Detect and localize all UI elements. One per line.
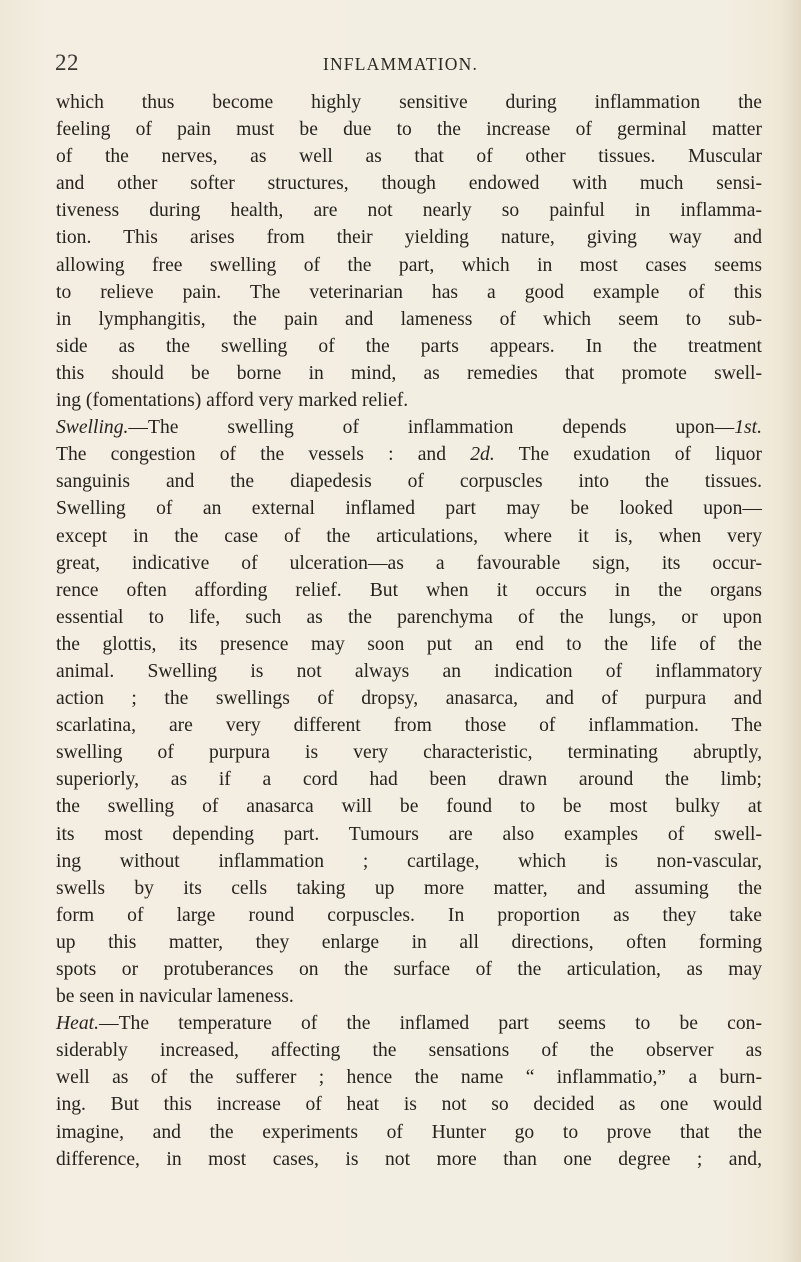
text-line: action ; the swellings of dropsy, anasarca, and of purpura and (56, 688, 762, 710)
text-line: tiveness during health, are not nearly so painful in inflamma- (56, 200, 762, 222)
page-edge-shadow (779, 0, 801, 1262)
text-line: its most depending part. Tumours are also examples of swell- (56, 823, 762, 845)
swelling-paragraph-start (56, 414, 762, 441)
text-line: swelling of purpura is very characteristic, terminating abruptly, (56, 742, 762, 764)
heat-heading: Heat. (56, 1013, 99, 1035)
swelling-heading: Swelling. (56, 417, 129, 439)
text-line: the glottis, its presence may soon put an end to the life of the (56, 633, 762, 655)
text-line: ing (fomentations) afford very marked relief. (56, 390, 409, 412)
text-line: this should be borne in mind, as remedies that promote swell- (56, 362, 762, 384)
text-fragment: —The temperature of the inflamed part seems to be con- (99, 1013, 762, 1035)
text-line: siderably increased, affecting the sensations of the observer as (56, 1040, 762, 1062)
text-line: imagine, and the experiments of Hunter go to prove that the (56, 1121, 762, 1143)
body-text (56, 89, 762, 1173)
text-line: ing without inflammation ; cartilage, which is non-vascular, (56, 850, 762, 872)
ordinal-first: 1st. (734, 417, 762, 439)
running-title: INFLAMMATION. (322, 54, 479, 74)
text-line: ing. But this increase of heat is not so decided as one would (56, 1094, 762, 1116)
text-fragment: The congestion of the vessels : and (56, 444, 447, 466)
text-fragment: The exudation of liquor (494, 444, 763, 466)
text-line: up this matter, they enlarge in all directions, often forming (56, 931, 762, 953)
text-line: of the nerves, as well as that of other tissues. Muscular (56, 146, 762, 168)
text-line: superiorly, as if a cord had been drawn around the limb; (56, 769, 762, 791)
text-line: difference, in most cases, is not more than one degree ; and, (56, 1148, 762, 1170)
text-line: in lymphangitis, the pain and lameness of which seem to sub- (56, 308, 762, 330)
text-line: essential to life, such as the parenchyma of the lungs, or upon (56, 606, 762, 628)
text-line: well as of the sufferer ; hence the name “ inflammatio,” a burn- (56, 1067, 762, 1089)
text-line: side as the swelling of the parts appears. In the treatment (56, 335, 762, 357)
text-line: and other softer structures, though endowed with much sensi- (56, 173, 762, 195)
text-line: be seen in navicular lameness. (56, 986, 294, 1008)
text-line: great, indicative of ulceration—as a favourable sign, its occur- (56, 552, 762, 574)
text-line: spots or protuberances on the surface of the articulation, as may (56, 959, 762, 980)
text-line: except in the case of the articulations, where it is, when very (56, 525, 762, 547)
text-line: the swelling of anasarca will be found to be most bulky at (56, 796, 762, 818)
text-fragment: —The swelling of inflammation depends upon— (128, 417, 735, 439)
text-line: scarlatina, are very different from those of inflammation. The (56, 715, 762, 737)
text-line: tion. This arises from their yielding nature, giving way and (56, 227, 762, 249)
text-line: feeling of pain must be due to the increase of germinal matter (56, 119, 762, 141)
text-line: sanguinis and the diapedesis of corpuscles into the tissues. (56, 471, 762, 493)
text-line: Swelling of an external inflamed part may be looked upon— (56, 498, 762, 520)
text-line: form of large round corpuscles. In proportion as they take (56, 904, 762, 926)
text-line (56, 441, 762, 468)
text-line: to relieve pain. The veterinarian has a good example of this (56, 281, 762, 303)
page-number: 22 (55, 50, 79, 75)
text-line: animal. Swelling is not always an indication of inflammatory (56, 660, 762, 682)
text-line: allowing free swelling of the part, which in most cases seems (56, 254, 762, 276)
text-line: rence often affording relief. But when it occurs in the organs (56, 579, 762, 601)
text-line: swells by its cells taking up more matter, and assuming the (56, 877, 762, 899)
ordinal-second: 2d. (470, 444, 495, 466)
text-line: which thus become highly sensitive during inflammation the (56, 92, 762, 113)
heat-paragraph-start (56, 1010, 762, 1037)
